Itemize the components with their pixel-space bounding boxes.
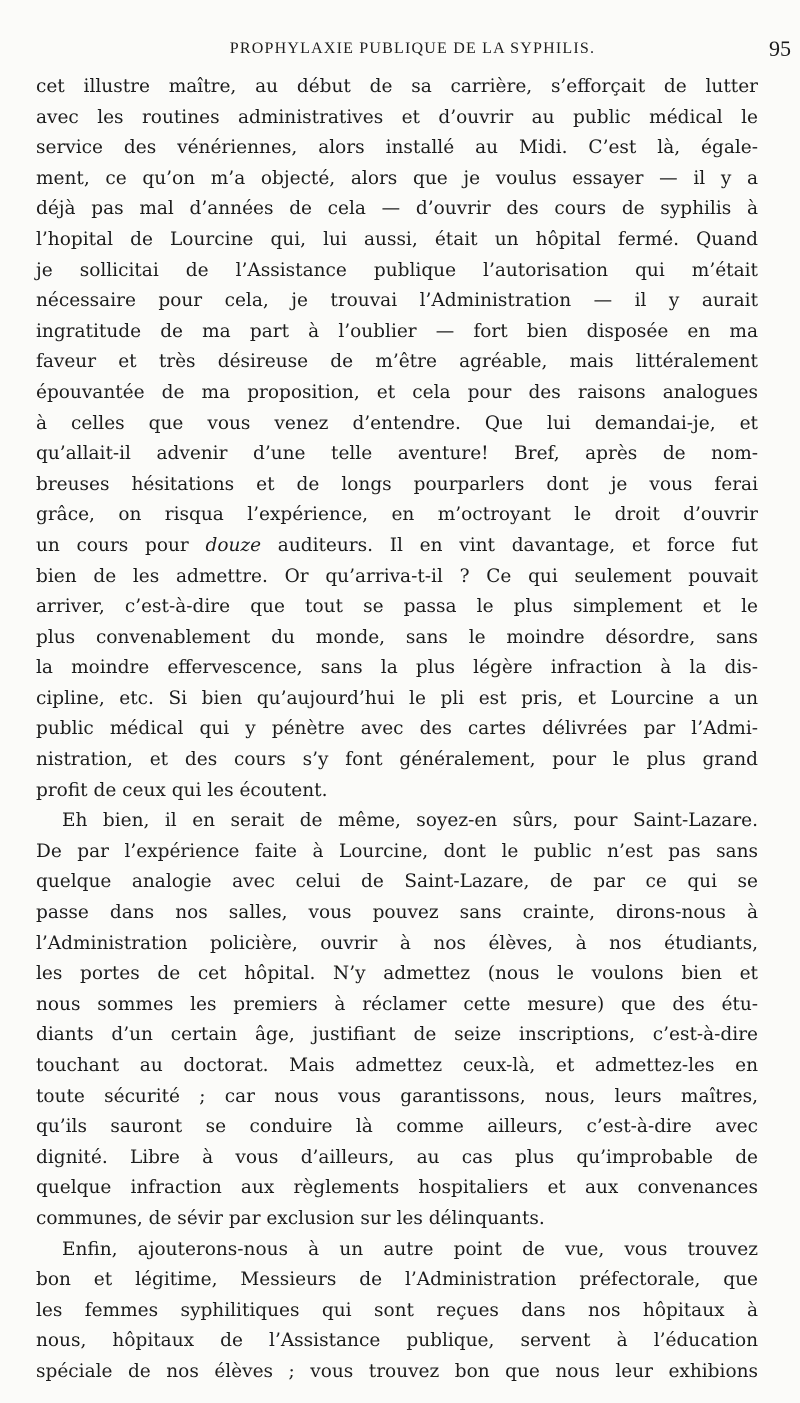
text-line: arriver, c’est-à-dire que tout se passa le plus simplement et le (36, 596, 758, 618)
text-segment: auditeurs. Il en vint davantage, et force fut (261, 534, 758, 556)
text-line: bon et légitime, Messieurs de l’Administration préfectorale, que (36, 1269, 758, 1291)
text-line: les femmes syphilitiques qui sont reçues dans nos hôpitaux à (36, 1299, 758, 1321)
text-line: nous, hôpitaux de l’Assistance publique, servent à l’éducation (36, 1330, 758, 1352)
text-line: épouvantée de ma proposition, et cela pour des raisons analogues (36, 381, 758, 403)
text-line: faveur et très désireuse de m’être agréable, mais littéralement (36, 351, 758, 373)
text-line: avec les routines administratives et d’ouvrir au public médical le (36, 106, 758, 128)
text-line: passe dans nos salles, vous pouvez sans crainte, dirons-nous à (36, 902, 758, 924)
text-line: toute sécurité ; car nous vous garantissons, nous, leurs maîtres, (36, 1085, 758, 1107)
text-line: cipline, etc. Si bien qu’aujourd’hui le pli est pris, et Lourcine a un (36, 687, 758, 709)
text-segment: un cours pour (36, 534, 206, 556)
text-line: profit de ceux qui les écoutent. (36, 779, 328, 801)
text-line: qu’allait-il advenir d’une telle aventure! Bref, après de nom- (36, 443, 758, 465)
text-line: public médical qui y pénètre avec des cartes délivrées par l’Admi- (36, 718, 758, 740)
text-line: ment, ce qu’on m’a objecté, alors que je voulus essayer — il y a (36, 167, 758, 189)
paragraph (36, 1235, 758, 1388)
text-line (36, 531, 758, 562)
text-line: les portes de cet hôpital. N’y admettez (nous le voulons bien et (36, 963, 758, 985)
paragraph (36, 72, 758, 806)
text-line: qu’ils sauront se conduire là comme ailleurs, c’est-à-dire avec (36, 1116, 758, 1138)
text-line: grâce, on risqua l’expérience, en m’octroyant le droit d’ouvrir (36, 504, 758, 526)
paragraph (36, 806, 758, 1234)
body-text (36, 72, 758, 1388)
text-line: cet illustre maître, au début de sa carrière, s’efforçait de lutter (36, 76, 758, 97)
text-line: communes, de sévir par exclusion sur les délinquants. (36, 1207, 545, 1229)
page-number: 95 (769, 36, 791, 61)
text-line: service des vénériennes, alors installé au Midi. C’est là, égale- (36, 137, 758, 159)
text-line: quelque analogie avec celui de Saint-Lazare, de par ce qui se (36, 871, 758, 893)
text-line: De par l’expérience faite à Lourcine, dont le public n’est pas sans (36, 840, 758, 862)
text-line: bien de les admettre. Or qu’arriva-t-il ? Ce qui seulement pouvait (36, 565, 758, 587)
text-line: l’Administration policière, ouvrir à nos élèves, à nos étudiants, (36, 932, 758, 954)
text-line: à celles que vous venez d’entendre. Que lui demandai-je, et (36, 412, 758, 434)
text-line: nistration, et des cours s’y font généralement, pour le plus grand (36, 749, 758, 771)
text-line: plus convenablement du monde, sans le moindre désordre, sans (36, 626, 758, 648)
text-line: breuses hésitations et de longs pourparlers dont je vous ferai (36, 473, 758, 495)
text-line: spéciale de nos élèves ; vous trouvez bon que nous leur exhibions (36, 1360, 758, 1382)
text-line: ingratitude de ma part à l’oublier — fort bien disposée en ma (36, 320, 758, 342)
text-line: je sollicitai de l’Assistance publique l’autorisation qui m’était (36, 259, 758, 281)
text-line: dignité. Libre à vous d’ailleurs, au cas plus qu’improbable de (36, 1146, 758, 1168)
running-title: PROPHYLAXIE PUBLIQUE DE LA SYPHILIS. (229, 40, 596, 57)
text-line: nécessaire pour cela, je trouvai l’Administration — il y aurait (36, 290, 758, 312)
text-line: quelque infraction aux règlements hospitaliers et aux convenances (36, 1177, 758, 1199)
text-line: l’hopital de Lourcine qui, lui aussi, était un hôpital fermé. Quand (36, 228, 758, 250)
italic-segment: douze (205, 534, 262, 556)
text-line: déjà pas mal d’années de cela — d’ouvrir des cours de syphilis à (36, 198, 758, 220)
running-head (30, 36, 795, 66)
text-line: touchant au doctorat. Mais admettez ceux-là, et admettez-les en (36, 1055, 758, 1076)
text-line: Eh bien, il en serait de même, soyez-en sûrs, pour Saint-Lazare. (62, 810, 758, 832)
text-line: la moindre effervescence, sans la plus légère infraction à la dis- (36, 657, 758, 679)
text-line: diants d’un certain âge, justifiant de seize inscriptions, c’est-à-dire (36, 1024, 758, 1046)
text-line: Enfin, ajouterons-nous à un autre point de vue, vous trouvez (62, 1238, 758, 1260)
text-line: nous sommes les premiers à réclamer cette mesure) que des étu- (36, 993, 758, 1015)
